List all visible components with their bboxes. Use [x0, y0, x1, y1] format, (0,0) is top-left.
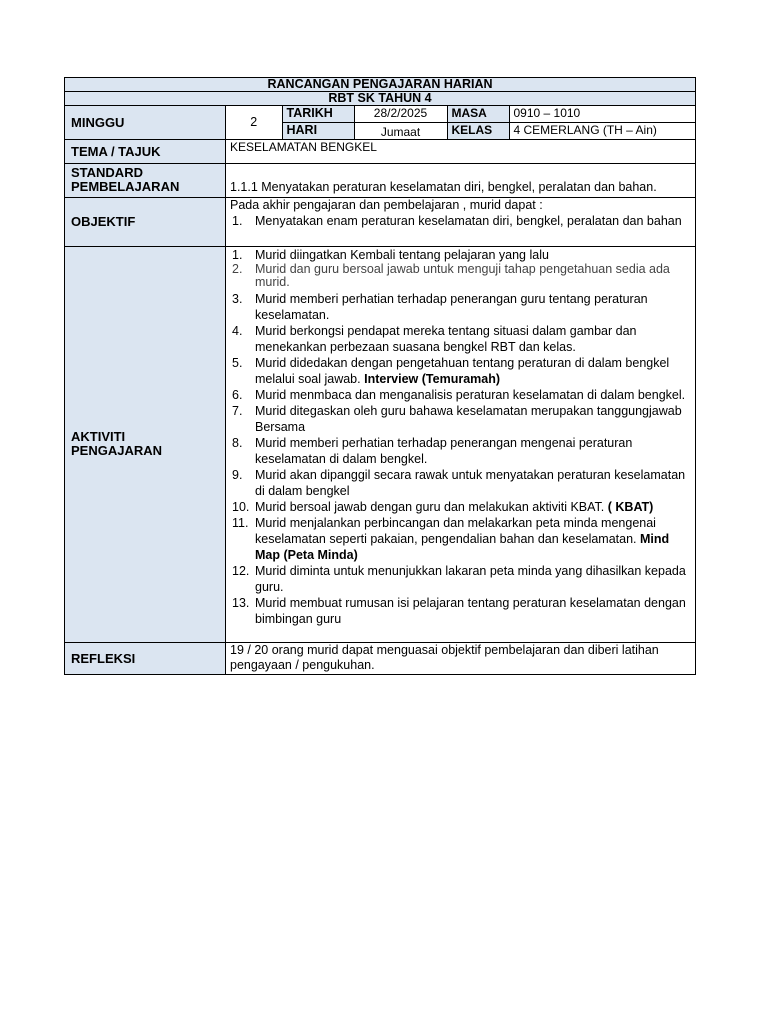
refleksi-value: 19 / 20 orang murid dapat menguasai objektif pembelajaran dan diberi latihan pengayaan / pengukuhan.: [226, 642, 696, 674]
tarikh-value: 28/2/2025: [354, 106, 447, 122]
list-item: [230, 263, 691, 289]
list-item: [230, 499, 691, 515]
kelas-value: 4 CEMERLANG (TH – Ain): [509, 122, 696, 139]
standard-label-line2: PEMBELAJARAN: [71, 179, 180, 194]
hari-label: HARI: [282, 122, 354, 139]
list-item: [230, 435, 691, 467]
standard-value: 1.1.1 Menyatakan peraturan keselamatan diri, bengkel, peralatan dan bahan.: [226, 163, 696, 197]
list-item-number: 4.: [232, 323, 243, 338]
info-grid: [226, 106, 696, 139]
document-title: RANCANGAN PENGAJARAN HARIAN: [65, 78, 696, 92]
list-item-text: Murid memberi perhatian terhadap penerangan guru tentang peraturan keselamatan.: [255, 291, 648, 322]
info-grid-cell: [226, 106, 696, 140]
lesson-plan-table: [64, 77, 696, 675]
aktiviti-cell: [226, 246, 696, 642]
list-item: [230, 595, 691, 627]
list-item-number: 7.: [232, 403, 243, 418]
list-item-number: 11.: [232, 515, 249, 530]
list-item-text: Murid membuat rumusan isi pelajaran tentang peraturan keselamatan dengan bimbingan guru: [255, 595, 686, 626]
list-item-number: 12.: [232, 563, 250, 578]
list-item-emphasis: Interview (Temuramah): [364, 371, 501, 386]
list-item-number: 5.: [232, 355, 243, 370]
list-item: [230, 387, 691, 403]
standard-label-line1: STANDARD: [71, 165, 143, 180]
list-item-text: Murid berkongsi pendapat mereka tentang situasi dalam gambar dan menekankan perbezaan suasana bengkel RBT dan kelas.: [255, 323, 637, 354]
list-item-text: Murid ditegaskan oleh guru bahawa keselamatan merupakan tanggungjawab Bersama: [255, 403, 682, 434]
list-item-text: Murid memberi perhatian terhadap penerangan mengenai peraturan keselamatan di dalam bengkel.: [255, 435, 633, 466]
list-item-number: 13.: [232, 595, 250, 610]
aktiviti-label-line1: AKTIVITI: [71, 429, 126, 444]
masa-label: MASA: [447, 106, 509, 122]
document-subtitle: RBT SK TAHUN 4: [65, 92, 696, 106]
list-item-number: 9.: [232, 467, 243, 482]
list-item-text: Murid diminta untuk menunjukkan lakaran peta minda yang dihasilkan kepada guru.: [255, 563, 686, 594]
list-item-text: Murid dan guru bersoal jawab untuk menguji tahap pengetahuan sedia ada murid.: [255, 261, 670, 289]
minggu-label: MINGGU: [65, 106, 226, 140]
list-item-number: 3.: [232, 291, 243, 306]
list-item-number: 6.: [232, 387, 243, 402]
list-item-text: Murid diingatkan Kembali tentang pelajaran yang lalu: [255, 247, 549, 262]
objektif-intro: Pada akhir pengajaran dan pembelajaran , murid dapat :: [230, 197, 543, 212]
list-item-text: Murid didedakan dengan pengetahuan tentang peraturan di dalam bengkel melalui soal jawab.: [255, 355, 670, 386]
list-item-number: 1.: [232, 213, 243, 228]
aktiviti-label: [65, 246, 226, 642]
minggu-value: 2: [226, 106, 282, 139]
list-item: [230, 213, 691, 229]
list-item-number: 1.: [232, 247, 243, 262]
masa-value: 0910 – 1010: [509, 106, 696, 122]
objektif-label: OBJEKTIF: [65, 197, 226, 246]
list-item: [230, 323, 691, 355]
list-item: [230, 563, 691, 595]
list-item-emphasis: Mind Map (Peta Minda): [255, 531, 670, 562]
list-item: [230, 515, 691, 563]
list-item-text: Murid bersoal jawab dengan guru dan melakukan aktiviti KBAT.: [255, 499, 608, 514]
objektif-cell: [226, 197, 696, 246]
kelas-label: KELAS: [447, 122, 509, 139]
aktiviti-list: [230, 247, 691, 627]
refleksi-label: REFLEKSI: [65, 642, 226, 674]
list-item-text: Murid menjalankan perbincangan dan melakarkan peta minda mengenai keselamatan seperti pakaian, pengendalian bahan dan keselamatan.: [255, 515, 656, 546]
tema-value: KESELAMATAN BENGKEL: [226, 139, 696, 163]
standard-label: [65, 163, 226, 197]
list-item: [230, 247, 691, 263]
list-item-text: Murid akan dipanggil secara rawak untuk menyatakan peraturan keselamatan di dalam bengkel: [255, 467, 686, 498]
list-item: [230, 355, 691, 387]
list-item: [230, 467, 691, 499]
list-item: [230, 291, 691, 323]
list-item: [230, 403, 691, 435]
lesson-plan-document: [64, 77, 695, 675]
list-item-number: 8.: [232, 435, 243, 450]
tema-label: TEMA / TAJUK: [65, 139, 226, 163]
aktiviti-label-line2: PENGAJARAN: [71, 443, 163, 458]
list-item-number: 10.: [232, 499, 250, 514]
list-item-text: Menyatakan enam peraturan keselamatan diri, bengkel, peralatan dan bahan: [255, 213, 682, 228]
list-item-number: 2.: [232, 261, 243, 276]
list-item-emphasis: ( KBAT): [607, 499, 654, 514]
objektif-list: [230, 213, 691, 229]
hari-value: Jumaat: [354, 122, 447, 139]
list-item-text: Murid menmbaca dan menganalisis peraturan keselamatan di dalam bengkel.: [255, 387, 686, 402]
tarikh-label: TARIKH: [282, 106, 354, 122]
